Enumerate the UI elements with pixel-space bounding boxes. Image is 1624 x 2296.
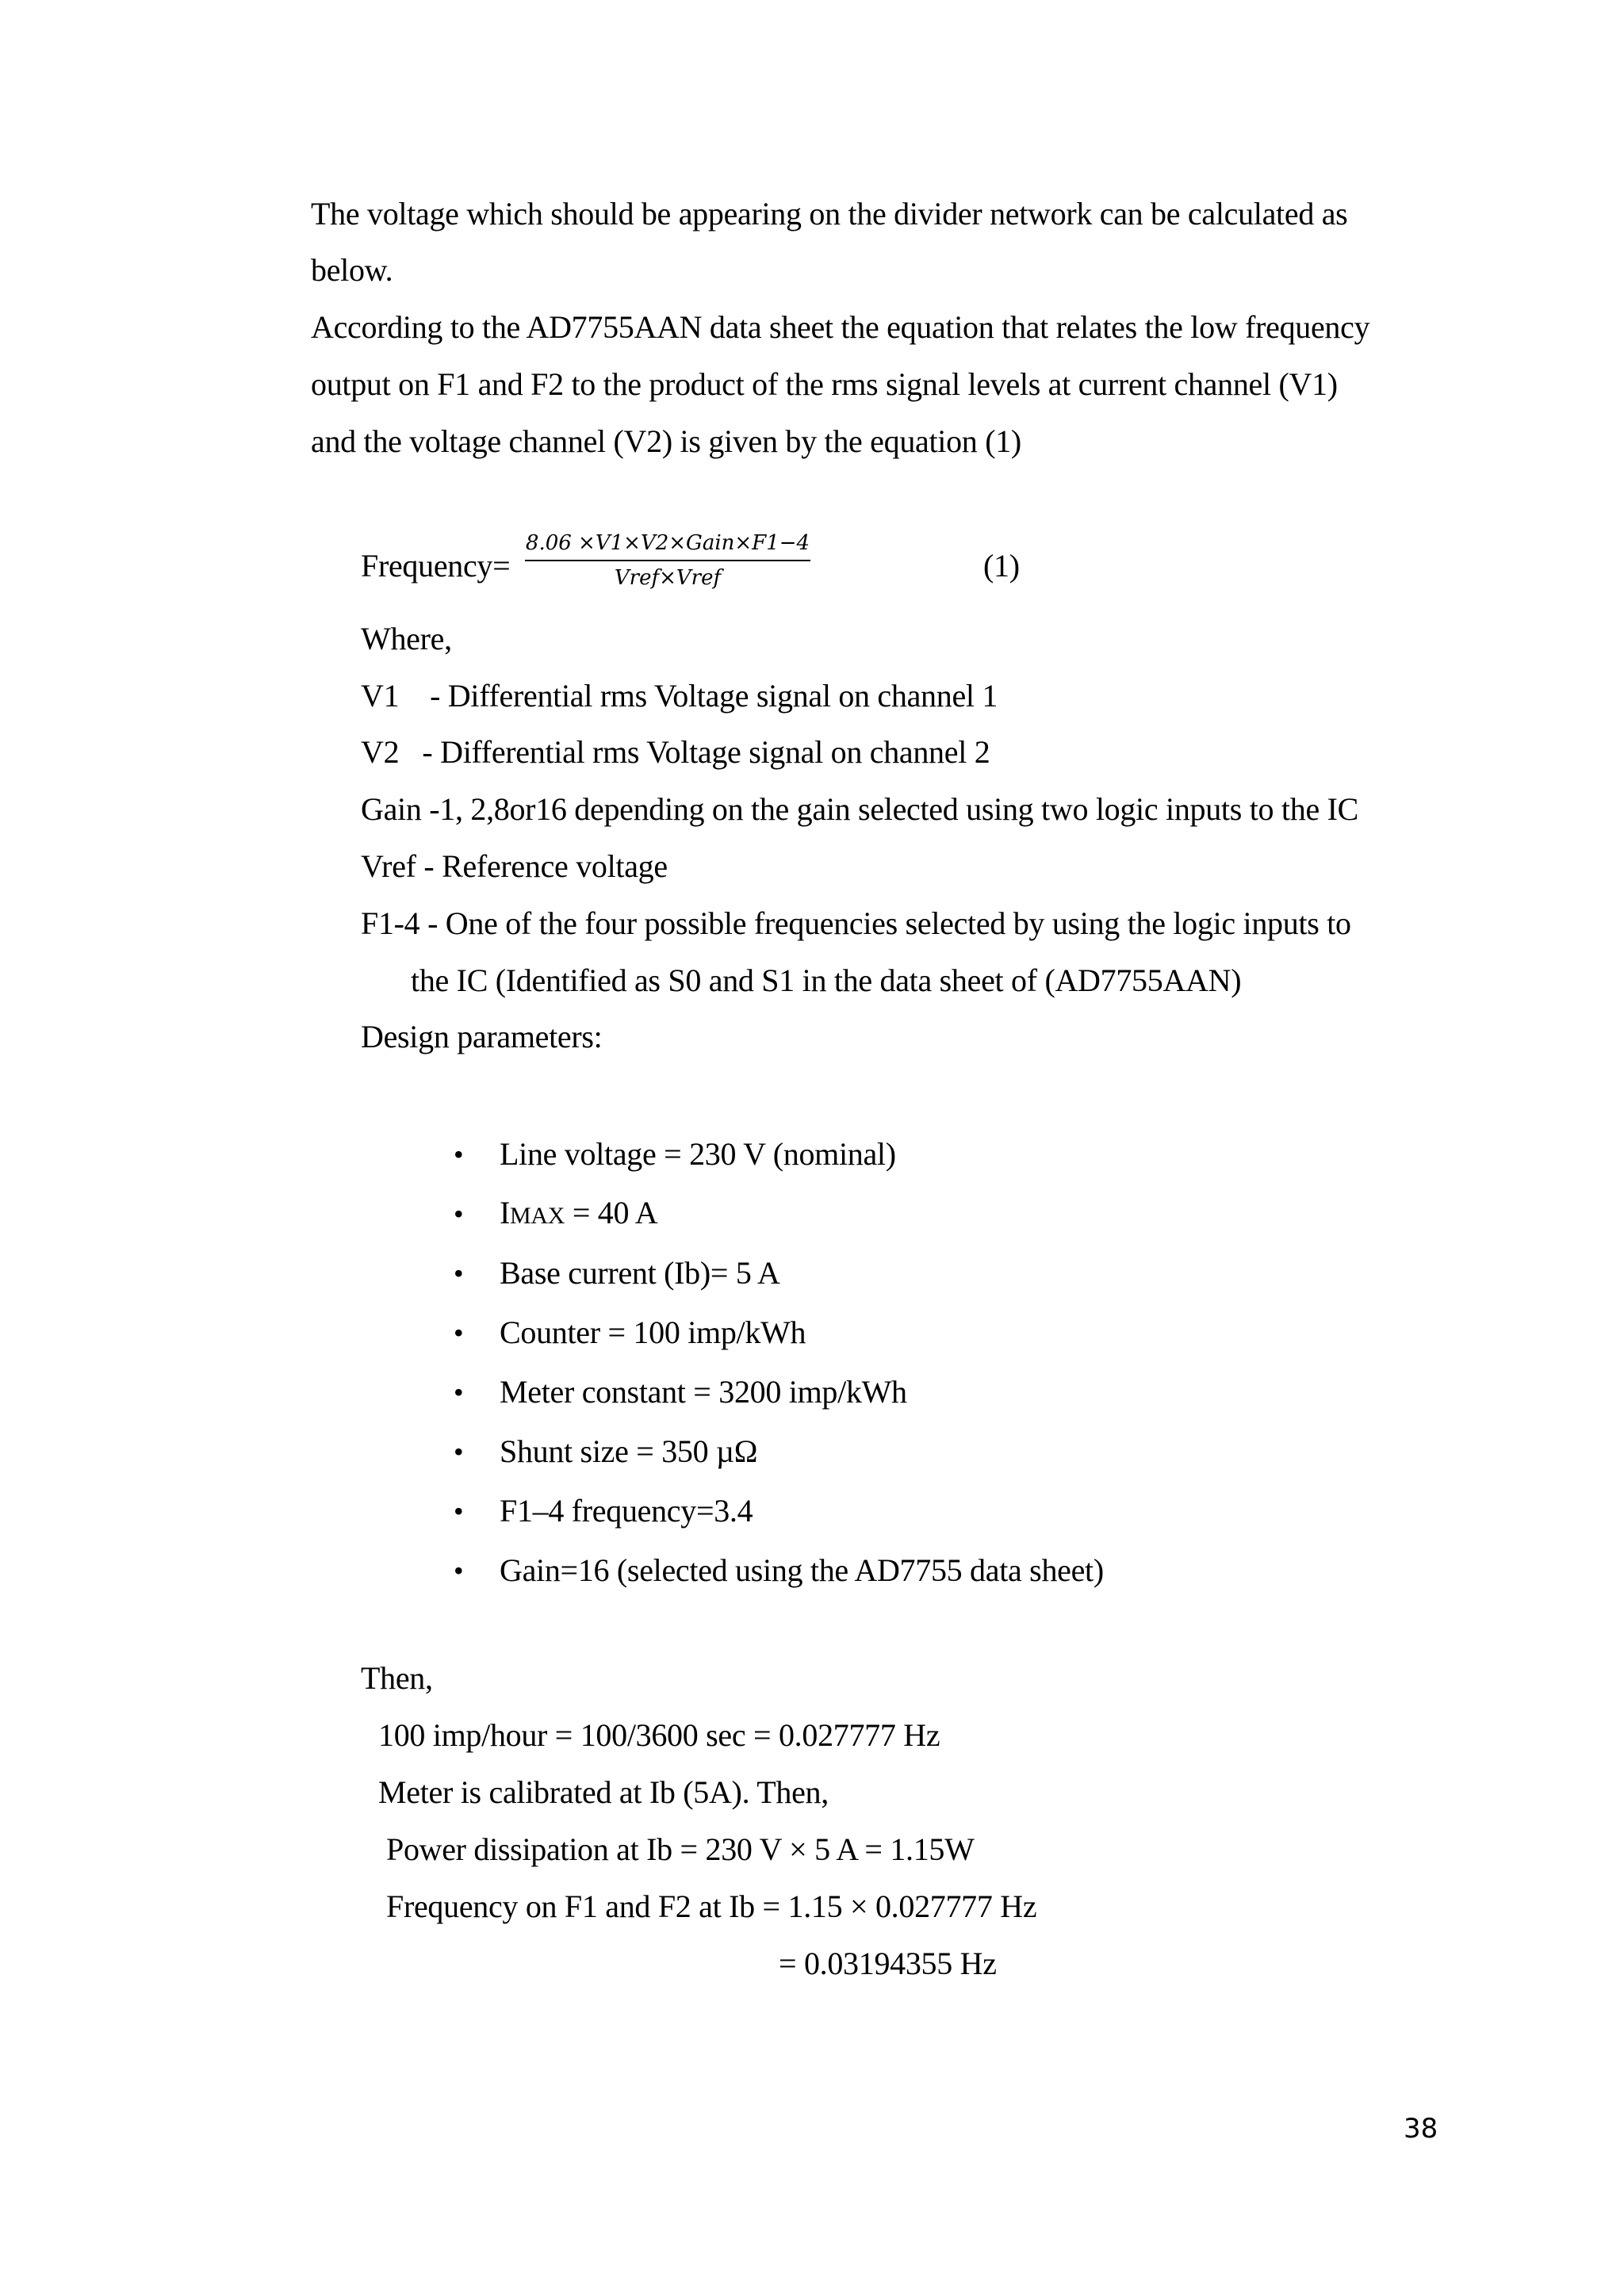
definition-gain: Gain -1, 2,8or16 depending on the gain selected using two logic inputs to the IC	[361, 791, 1358, 827]
design-heading: Design parameters:	[361, 1019, 603, 1054]
equation-denominator: Vref×Vref	[614, 566, 722, 590]
bullet-icon: •	[454, 1495, 464, 1527]
intro-line-5: and the voltage channel (V2) is given by the equation (1)	[311, 423, 1021, 459]
bullet-icon: •	[454, 1257, 464, 1289]
param-base-current: Base current (Ib)= 5 A	[500, 1255, 780, 1291]
equation-lhs: Frequency=	[361, 548, 511, 584]
param-line-voltage: Line voltage = 230 V (nominal)	[500, 1136, 896, 1172]
calc-line-5: = 0.03194355 Hz	[779, 1946, 997, 1981]
definition-f14-continuation: the IC (Identified as S0 and S1 in the data sheet of (AD7755AAN)	[411, 962, 1242, 998]
param-imax	[500, 1197, 657, 1229]
calc-line-4: Frequency on F1 and F2 at Ib = 1.15 × 0.027777 Hz	[386, 1888, 1037, 1924]
bullet-icon: •	[454, 1376, 464, 1408]
definition-f14: F1-4 - One of the four possible frequencies selected by using the logic inputs to	[361, 905, 1351, 941]
param-counter: Counter = 100 imp/kWh	[500, 1314, 806, 1350]
bullet-icon: •	[454, 1436, 464, 1468]
calc-line-3: Power dissipation at Ib = 230 V × 5 A = 1.15W	[386, 1831, 975, 1867]
intro-line-2: below.	[311, 252, 393, 288]
page-number: 38	[1404, 2113, 1438, 2145]
equation-fraction	[525, 533, 810, 588]
intro-line-4: output on F1 and F2 to the product of the rms signal levels at current channel (V1)	[311, 366, 1338, 402]
imax-subscript: MAX	[510, 1203, 565, 1229]
intro-line-3: According to the AD7755AAN data sheet the equation that relates the low frequency	[311, 309, 1370, 345]
param-gain: Gain=16 (selected using the AD7755 data sheet)	[500, 1552, 1104, 1588]
intro-line-1: The voltage which should be appearing on the divider network can be calculated as	[311, 196, 1348, 232]
param-meter-constant: Meter constant = 3200 imp/kWh	[500, 1374, 907, 1410]
bullet-icon: •	[454, 1555, 464, 1586]
param-shunt-size: Shunt size = 350 µΩ	[500, 1433, 758, 1469]
definition-vref: Vref - Reference voltage	[361, 848, 668, 884]
bullet-icon: •	[454, 1317, 464, 1349]
calc-heading: Then,	[361, 1660, 433, 1696]
calc-line-2: Meter is calibrated at Ib (5A). Then,	[378, 1774, 829, 1810]
equation-numerator: 8.06 ×V1×V2×Gain×F1−4	[525, 533, 810, 561]
equation-number: (1)	[983, 548, 1020, 584]
imax-value: = 40 A	[572, 1195, 658, 1230]
definition-v2: V2 - Differential rms Voltage signal on channel 2	[361, 734, 990, 770]
definition-v1: V1 - Differential rms Voltage signal on channel 1	[361, 678, 998, 714]
imax-symbol: I	[500, 1195, 511, 1230]
calc-line-1: 100 imp/hour = 100/3600 sec = 0.027777 Hz	[378, 1717, 940, 1753]
bullet-icon: •	[454, 1138, 464, 1170]
param-f14-frequency: F1–4 frequency=3.4	[500, 1493, 753, 1529]
definitions-heading: Where,	[361, 621, 452, 656]
bullet-icon: •	[454, 1198, 464, 1230]
